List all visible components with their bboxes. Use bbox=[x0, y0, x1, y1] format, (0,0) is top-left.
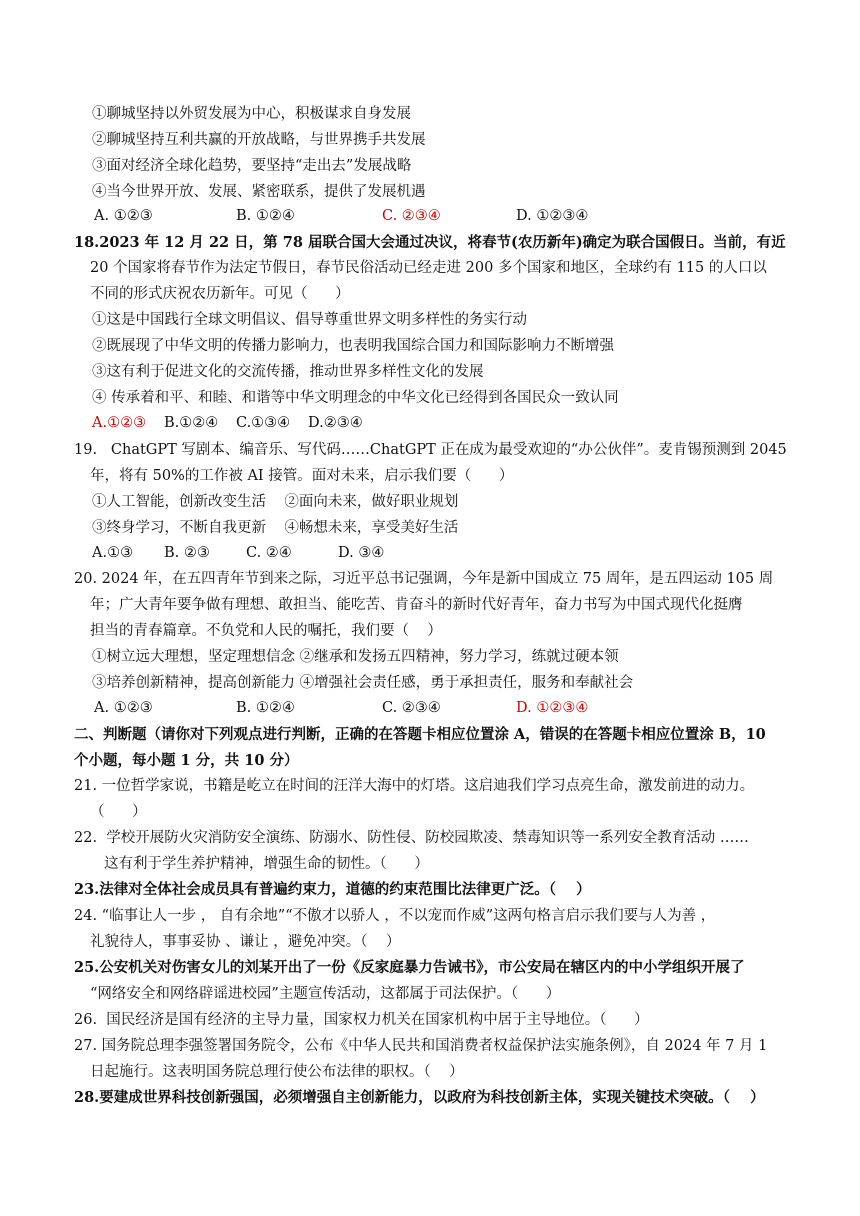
q26-line-1: 26. 国民经济是国有经济的主导力量，国家权力机关在国家机构中居于主导地位。（ ） bbox=[74, 1012, 649, 1028]
q18-statement-1: ①这是中国践行全球文明倡议、倡导尊重世界文明多样性的务实行动 bbox=[92, 312, 527, 328]
q19-option-c: C. ②④ bbox=[246, 545, 292, 561]
q19-option-d: D. ③④ bbox=[338, 545, 385, 561]
q24-line-2: 礼貌待人，事事妥协 、谦让 ，避免冲突。（ ） bbox=[90, 934, 401, 950]
q19-option-a: A.①③ bbox=[92, 545, 134, 561]
q19-stem-line-1: 19. ChatGPT 写剧本、编音乐、写代码……ChatGPT 正在成为最受欢迎的“办公伙伴”。麦肯锡预测到 2045 bbox=[74, 442, 787, 458]
q17-option-d: D. ①②③④ bbox=[516, 208, 589, 224]
q20-option-c: C. ②③④ bbox=[382, 700, 441, 716]
q18-stem-line-3: 不同的形式庆祝农历新年。可见（ ） bbox=[90, 286, 350, 302]
q18-option-c: C.①③④ bbox=[236, 415, 291, 431]
q19-stem-line-2: 年，将有 50%的工作被 AI 接管。面对未来，启示我们要（ ） bbox=[90, 468, 514, 484]
q20-stem-line-3: 担当的青春篇章。不负党和人民的嘱托，我们要（ ） bbox=[90, 623, 442, 639]
q25-line-1: 25.公安机关对伤害女儿的刘某开出了一份《反家庭暴力告诫书》，市公安局在辖区内的中小学组织开展了 bbox=[74, 959, 745, 976]
section-2-heading-line-1: 二、判断题（请你对下列观点进行判断，正确的在答题卡相应位置涂 A，错误的在答题卡相应位置涂 B，10 bbox=[74, 726, 766, 743]
q17-statement-4: ④当今世界开放、发展、紧密联系，提供了发展机遇 bbox=[92, 184, 426, 200]
q20-option-a: A. ①②③ bbox=[94, 700, 153, 716]
q17-statement-1: ①聊城坚持以外贸发展为中心，积极谋求自身发展 bbox=[92, 106, 411, 122]
q17-option-c-answer: C. ②③④ bbox=[382, 208, 441, 224]
q20-stem-line-2: 年；广大青年要争做有理想、敢担当、能吃苦、肯奋斗的新时代好青年，奋力书写为中国式现代化挺膺 bbox=[90, 597, 743, 613]
section-2-heading-line-2: 个小题，每小题 1 分，共 10 分） bbox=[74, 752, 299, 769]
q17-option-a: A. ①②③ bbox=[94, 208, 153, 224]
q22-line-2: 这有利于学生养护精神，增强生命的韧性。（ ） bbox=[104, 856, 429, 872]
q20-statements-3-4: ③培养创新精神，提高创新能力 ④增强社会责任感，勇于承担责任，服务和奉献社会 bbox=[92, 675, 634, 691]
q20-stem-line-1: 20. 2024 年，在五四青年节到来之际，习近平总书记强调，今年是新中国成立 75 周年，是五四运动 105 周 bbox=[74, 571, 774, 587]
q20-statements-1-2: ①树立远大理想，坚定理想信念 ②继承和发扬五四精神，努力学习，练就过硬本领 bbox=[92, 649, 619, 665]
q18-option-b: B.①②④ bbox=[164, 415, 219, 431]
q18-statement-4: ④ 传承着和平、和睦、和谐等中华文明理念的中华文化已经得到各国民众一致认同 bbox=[92, 390, 619, 406]
q20-option-b: B. ①②④ bbox=[236, 700, 295, 716]
q23-line-1: 23.法律对全体社会成员具有普遍约束力，道德的约束范围比法律更广泛。（ ） bbox=[74, 881, 591, 898]
q27-line-2: 日起施行。这表明国务院总理行使公布法律的职权。（ ） bbox=[90, 1064, 464, 1080]
q28-line-1: 28.要建成世界科技创新强国，必须增强自主创新能力，以政府为科技创新主体，实现关键技术突破。（ ） bbox=[74, 1089, 765, 1106]
q18-statement-3: ③这有利于促进文化的交流传播，推动世界多样性文化的发展 bbox=[92, 364, 484, 380]
q18-statement-2: ②既展现了中华文明的传播力影响力，也表明我国综合国力和国际影响力不断增强 bbox=[92, 338, 614, 354]
q25-line-2: “网络安全和网络辟谣进校园”主题宣传活动，这都属于司法保护。（ ） bbox=[90, 986, 561, 1002]
q19-statements-3-4: ③终身学习，不断自我更新 ④畅想未来，享受美好生活 bbox=[92, 520, 459, 536]
q27-line-1: 27. 国务院总理李强签署国务院令，公布《中华人民共和国消费者权益保护法实施条例》，自 2024 年 7 月 1 bbox=[74, 1038, 768, 1054]
q17-statement-3: ③面对经济全球化趋势，要坚持“走出去”发展战略 bbox=[92, 158, 412, 174]
q18-option-a-answer: A.①②③ bbox=[92, 415, 147, 431]
q19-statements-1-2: ①人工智能，创新改变生活 ②面向未来，做好职业规划 bbox=[92, 494, 459, 510]
q18-stem-line-2: 20 个国家将春节作为法定节假日，春节民俗活动已经走进 200 多个国家和地区，全球约有 115 的人口以 bbox=[90, 260, 767, 276]
q24-line-1: 24. “临事让人一步 ， 自有余地”“不傲才以骄人 ，不以宠而作威”这两句格言启示我们要与人为善 ， bbox=[74, 908, 716, 924]
q21-line-1: 21. 一位哲学家说，书籍是屹立在时间的汪洋大海中的灯塔。这启迪我们学习点亮生命，激发前进的动力。 bbox=[74, 778, 755, 794]
q21-line-2: （ ） bbox=[90, 804, 147, 820]
q17-statement-2: ②聊城坚持互利共赢的开放战略，与世界携手共发展 bbox=[92, 132, 426, 148]
q18-stem-line-1: 18.2023 年 12 月 22 日，第 78 届联合国大会通过决议，将春节(农历新年)确定为联合国假日。当前，有近 bbox=[74, 234, 786, 251]
q22-line-1: 22. 学校开展防火灾消防安全演练、防溺水、防性侵、防校园欺凌、禁毒知识等一系列安全教育活动 …… bbox=[74, 830, 749, 846]
q19-option-b: B. ②③ bbox=[164, 545, 210, 561]
q20-option-d-answer: D. ①②③④ bbox=[516, 700, 589, 716]
q17-option-b: B. ①②④ bbox=[236, 208, 295, 224]
q18-option-d: D.②③④ bbox=[308, 415, 363, 431]
